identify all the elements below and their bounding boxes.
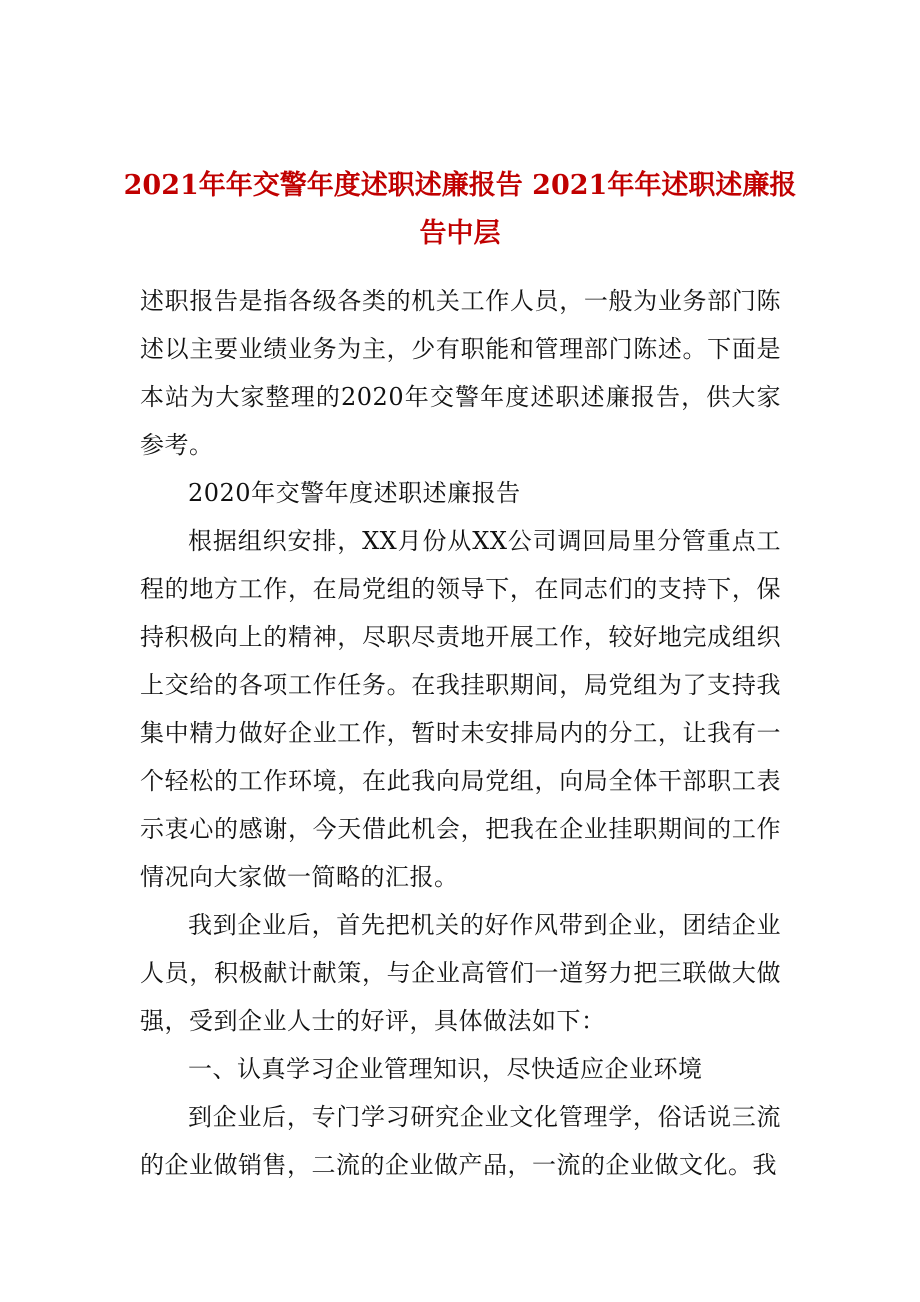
body-paragraph: 根据组织安排，XX月份从XX公司调回局里分管重点工程的地方工作，在局党组的领导下，在同志们的支持下，保持积极向上的精神，尽职尽责地开展工作，较好地完成组织上交给的各项工作任务。在我挂职期间，局党组为了支持我集中精力做好企业工作，暂时未安排局内的分工，让我有一个轻松的工作环境，在此我向局党组，向局全体干部职工表示衷心的感谢，今天借此机会，把我在企业挂职期间的工作情况向大家做一简略的汇报。 <box>140 527 781 891</box>
body-paragraph: 到企业后，专门学习研究企业文化管理学，俗话说三流的企业做销售，二流的企业做产品，一流的企业做文化。我 <box>140 1103 781 1179</box>
report-subtitle: 2020年交警年度述职述廉报告 <box>188 479 521 507</box>
body-paragraph: 我到企业后，首先把机关的好作风带到企业，团结企业人员，积极献计献策，与企业高管们一道努力把三联做大做强，受到企业人士的好评，具体做法如下： <box>140 911 781 1035</box>
document-title: 2021年年交警年度述职述廉报告 2021年年述职述廉报告中层 <box>123 170 797 249</box>
document-body <box>140 277 781 1189</box>
section-heading: 一、认真学习企业管理知识，尽快适应企业环境 <box>188 1055 703 1083</box>
intro-paragraph: 述职报告是指各级各类的机关工作人员，一般为业务部门陈述以主要业绩业务为主，少有职能和管理部门陈述。下面是本站为大家整理的2020年交警年度述职述廉报告，供大家参考。 <box>140 287 781 459</box>
